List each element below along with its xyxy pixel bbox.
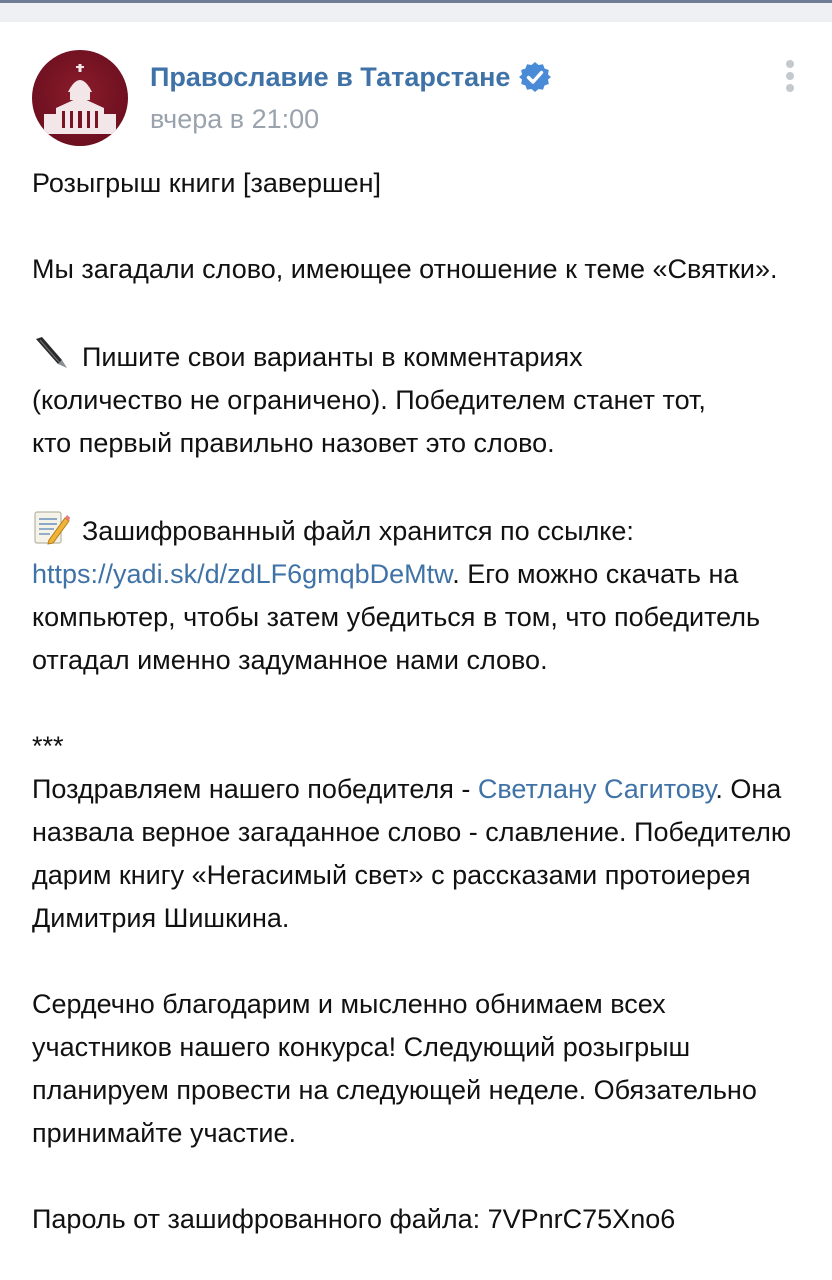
post-paragraph-5: Сердечно благодарим и мысленно обнимаем всех участников нашего конкурса! Следующий розыгрыш планируем провести на следующей неделе. Обязательно принимайте участие.: [32, 989, 757, 1148]
file-link[interactable]: https://yadi.sk/d/zdLF6gmqbDeMtw: [32, 559, 453, 589]
winner-link[interactable]: Светлану Сагитову: [477, 774, 716, 804]
separator: ***: [32, 731, 64, 761]
fountain-pen-icon: [32, 334, 70, 372]
verified-check-icon: [518, 60, 552, 94]
post-paragraph-1: Мы загадали слово, имеющее отношение к теме «Святки».: [32, 254, 778, 284]
top-divider: [0, 0, 832, 22]
more-vertical-icon[interactable]: [778, 60, 802, 100]
post-paragraph-4: Поздравляем нашего победителя - Светлану Сагитову. Она назвала верное загаданное слово - славление. Победителю дарим книгу «Негасимый свет» с рассказами протоиерея Димитрия Шишкина.: [32, 774, 792, 933]
memo-icon: [32, 508, 70, 546]
post-paragraph-3: Зашифрованный файл хранится по ссылке: https://yadi.sk/d/zdLF6gmqbDeMtw. Его можно скачать на компьютер, чтобы затем убедиться в том, что победитель отгадал именно задуманное нами слово.: [32, 508, 802, 682]
author-name[interactable]: Православие в Татарстане: [150, 61, 511, 92]
wall-post: [0, 22, 832, 1280]
post-paragraph-2: Пишите свои варианты в комментариях (количество не ограничено). Победителем станет тот, кто первый правильно назовет это слово.: [32, 334, 802, 465]
post-paragraph-6: Пароль от зашифрованного файла: 7VPnrC75Xno6: [32, 1204, 676, 1234]
avatar[interactable]: [32, 50, 128, 146]
cathedral-icon: [32, 50, 128, 146]
post-title: Розыгрыш книги [завершен]: [32, 168, 382, 198]
post-text: [32, 162, 802, 1241]
post-timestamp[interactable]: вчера в 21:00: [150, 104, 320, 134]
post-author[interactable]: [150, 60, 552, 94]
